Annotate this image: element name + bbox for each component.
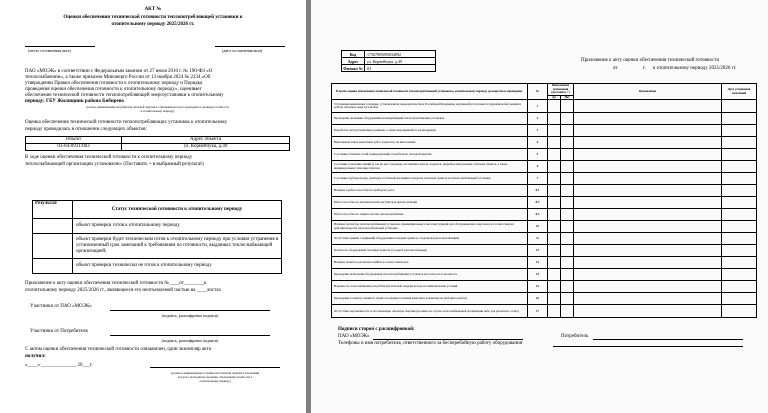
- requirement-no-cell[interactable]: [561, 245, 574, 257]
- place-line: [25, 46, 95, 47]
- requirement-num: 14: [528, 269, 548, 281]
- requirement-notes-cell[interactable]: [574, 269, 722, 281]
- requirements-header: В целях оценки обеспечения технической готовности теплопотребляющей установки к отопительному периоду должны быть проверены:: [332, 84, 528, 100]
- requirement-deadline-cell[interactable]: [722, 257, 757, 269]
- requirement-notes-cell[interactable]: [574, 149, 722, 161]
- requirement-row: [332, 221, 757, 233]
- requirement-no-cell[interactable]: [561, 100, 574, 113]
- requirements-body: [332, 100, 757, 318]
- requirement-row: [332, 233, 757, 245]
- date-blank: «____» ______________ 20___г.: [25, 363, 93, 368]
- requirement-no-cell[interactable]: [561, 233, 574, 245]
- requirement-yes-cell[interactable]: [548, 269, 561, 281]
- requirement-no-cell[interactable]: [561, 173, 574, 185]
- intro-line: проведения оценки обеспечения готовности к отопительному периоду», оценивает: [25, 87, 202, 92]
- requirement-text: Плотность оборудования тепловых пунктов (сосуды Р и испытательные): [332, 245, 528, 257]
- intro-line: ПАО «МОЭК» в соответствии с Федеральным законом от 27 июля 2010 г. № 190-ФЗ «О: [25, 69, 213, 74]
- requirement-num: 17: [528, 305, 548, 318]
- date-label: (дата составления акта): [222, 48, 263, 53]
- requirement-text: Проведение промывки оборудования и коммуникаций теплопотребляющих установок: [332, 113, 528, 125]
- consumer-name: периоду: ГБУ Жилищник района Бибирево: [25, 99, 124, 104]
- requirement-row: [332, 173, 757, 185]
- requirement-row: [332, 245, 757, 257]
- signature-note: (подпись, расшифровка подписи): [161, 313, 219, 318]
- requirement-row: [332, 161, 757, 173]
- intro-text: [25, 69, 290, 105]
- requirement-deadline-cell[interactable]: [722, 281, 757, 293]
- requirement-notes-cell[interactable]: [574, 197, 722, 209]
- requirement-deadline-cell[interactable]: [722, 137, 757, 149]
- requirement-yes-cell[interactable]: [548, 221, 561, 233]
- signature-note: (подпись, расшифровка подписи): [161, 338, 219, 343]
- requirement-notes-cell[interactable]: [574, 233, 722, 245]
- requirement-no-cell[interactable]: [561, 197, 574, 209]
- requirement-num: 11: [528, 233, 548, 245]
- requirement-notes-cell[interactable]: [574, 161, 722, 173]
- requirement-notes-cell[interactable]: [574, 100, 722, 113]
- info-table: [341, 50, 436, 72]
- course-line: В ходе оценки обеспечения технической готовности к отопительному периоду: [25, 155, 193, 160]
- requirement-row: [332, 113, 757, 125]
- requirement-text: Состояние трубопроводов, арматуры и тепловой изоляции в пределах тепловых пунктов и теплопотребляющей установки: [332, 173, 528, 185]
- requirement-yes-cell[interactable]: [548, 185, 561, 197]
- requirement-row: [332, 305, 757, 318]
- requirement-num: 10: [528, 221, 548, 233]
- requirement-row: [332, 197, 757, 209]
- requirement-num: 8.2: [528, 197, 548, 209]
- requirement-yes-cell[interactable]: [548, 137, 561, 149]
- branch-label: Филиал №: [343, 65, 363, 71]
- result-checkbox[interactable]: [33, 234, 73, 259]
- sig-moek-line[interactable]: [373, 339, 523, 340]
- phone-line-label: Телефоны и имя потребителя, ответственного за бесперебойную работу оборудования: [338, 341, 523, 346]
- requirement-row: [332, 281, 757, 293]
- requirement-deadline-cell[interactable]: [722, 293, 757, 305]
- intro-line: утверждении Правил обеспечения готовности к отопительному периоду и Порядка: [25, 81, 203, 86]
- address-label: Адрес: [342, 58, 365, 65]
- requirement-yes-cell[interactable]: [548, 257, 561, 269]
- requirement-row: [332, 293, 757, 305]
- requirement-row: [332, 185, 757, 197]
- requirement-no-cell[interactable]: [561, 149, 574, 161]
- objects-header-object: Объект: [26, 137, 122, 144]
- footer-note: которого проводилась проверка обеспечения готовности к: [177, 375, 253, 379]
- deadline-header: Дата устранения замечаний: [722, 84, 757, 100]
- result-checkbox[interactable]: [33, 259, 73, 274]
- signatures-title: Подписи сторон с расшифровкой:: [338, 327, 415, 332]
- requirement-no-cell[interactable]: [561, 293, 574, 305]
- requirement-no-cell[interactable]: [561, 185, 574, 197]
- familiar-line: С актом оценки обеспечения технической готовности ознакомлен, один экземпляр акта: [25, 347, 211, 352]
- requirement-notes-cell[interactable]: [574, 209, 722, 221]
- requirement-text: Работоспособность защиты систем теплопотребления: [332, 209, 528, 221]
- requirement-deadline-cell[interactable]: [722, 221, 757, 233]
- place-label: (место составления акта): [28, 48, 71, 53]
- requirement-num: 1: [528, 100, 548, 113]
- requirement-deadline-cell[interactable]: [722, 305, 757, 318]
- requirement-deadline-cell[interactable]: [722, 100, 757, 113]
- requirement-text: Состояние утепления зданий (а так же мест чердаков, лестничных клеток, подвалов, дверей) и центральных тепловых пунктов, а также индивидуальных тепловых пунктов: [332, 161, 528, 173]
- requirement-yes-cell[interactable]: [548, 125, 561, 137]
- requirement-no-cell[interactable]: [561, 125, 574, 137]
- requirement-no-cell[interactable]: [561, 161, 574, 173]
- phone-line[interactable]: [553, 346, 743, 347]
- appendix-heading: Приложение к акту оценки обеспечения технической готовности: [581, 58, 720, 63]
- requirement-no-cell[interactable]: [561, 305, 574, 318]
- consumer-note: (полное наименование потребителя тепловой энергии в отношении которого проводилась проверка готовности: [86, 105, 229, 109]
- heading-period: к отопительному периоду 2025/2026 гг.: [653, 66, 737, 71]
- footer-note: (должное наименование потребителя тепловой энергии в отношении: [170, 371, 260, 375]
- object-address: ул. Корнейчука, д.49: [122, 144, 290, 151]
- requirement-notes-cell[interactable]: [574, 185, 722, 197]
- result-option-ready: объект проверки готов к отопительному периоду: [73, 219, 282, 234]
- signature-line[interactable]: [150, 367, 280, 368]
- act-subtitle-period: отопительному периоду 2025/2026 гг.: [111, 22, 195, 27]
- requirement-row: [332, 125, 757, 137]
- requirement-row: [332, 100, 757, 113]
- requirement-yes-cell[interactable]: [548, 161, 561, 173]
- requirement-no-cell[interactable]: [561, 257, 574, 269]
- result-table: [32, 200, 282, 274]
- consumer-note: к отопительному периоду): [140, 109, 175, 113]
- requirement-deadline-cell[interactable]: [722, 245, 757, 257]
- yes-header: Да: [548, 95, 561, 100]
- kod-value: 17567895095834092: [365, 51, 436, 58]
- num-header: №: [528, 84, 548, 100]
- requirement-deadline-cell[interactable]: [722, 209, 757, 221]
- requirement-no-cell[interactable]: [561, 221, 574, 233]
- requirement-text: Состояние тепловых сетей, принадлежащих потребителю тепловой энергии: [332, 149, 528, 161]
- requirement-yes-cell[interactable]: [548, 305, 561, 318]
- requirement-text: Работоспособность автоматических регуляторов при их наличии: [332, 197, 528, 209]
- requirement-yes-cell[interactable]: [548, 281, 561, 293]
- requirement-yes-cell[interactable]: [548, 113, 561, 125]
- sig-consumer-label: Потребитель: [561, 334, 589, 339]
- requirement-notes-cell[interactable]: [574, 245, 722, 257]
- object-code: 03-04-0931/003: [26, 144, 122, 151]
- address-value: ул. Корнейчука, д.49: [365, 58, 436, 65]
- objects-header-address: Адрес объекта: [122, 137, 290, 144]
- result-option-not-ready: объект проверки технически не готов к отопительному периоду: [73, 259, 282, 274]
- intro-line: обеспечение технической готовности теплопотребляющей энергоустановки к отопительному: [25, 93, 224, 98]
- date-line: [215, 46, 285, 47]
- requirement-deadline-cell[interactable]: [722, 161, 757, 173]
- status-header: Статус технической готовности к отопительному периоду: [73, 201, 282, 219]
- requirement-row: [332, 209, 757, 221]
- requirement-deadline-cell[interactable]: [722, 197, 757, 209]
- requirement-deadline-cell[interactable]: [722, 125, 757, 137]
- requirement-notes-cell[interactable]: [574, 113, 722, 125]
- heading-year-g: г.: [643, 66, 646, 71]
- act-subtitle: Оценки обеспечения технической готовности теплопотребляющей установки к: [63, 15, 243, 20]
- requirement-yes-cell[interactable]: [548, 293, 561, 305]
- requirement-notes-cell[interactable]: [574, 173, 722, 185]
- requirement-text: Надежность теплоснабжения потребителей тепловой энергии исходя из климатических условий: [332, 281, 528, 293]
- requirement-row: [332, 137, 757, 149]
- kod-label: Код: [342, 51, 365, 58]
- signature-line[interactable]: [110, 335, 270, 336]
- requirement-num: 8.1: [528, 185, 548, 197]
- footer-note: отопительному периоду): [199, 379, 231, 383]
- appendix-line: Приложение к акту оценки обеспечения технической готовности №____от________к: [25, 281, 207, 286]
- requirement-num: 3: [528, 125, 548, 137]
- requirement-row: [332, 149, 757, 161]
- requirement-text: Устранение выявленных в порядке, установленном законодательством Российской Федерации, нарушений в тепловых и гидравлических режимах работы тепловых энергоустановок: [332, 100, 528, 113]
- requirement-num: 13: [528, 257, 548, 269]
- requirement-text: Выполнение плана ремонтных работ и качество их выполнения: [332, 137, 528, 149]
- requirements-table: [331, 83, 757, 318]
- familiar-line: получил:: [25, 354, 46, 359]
- appendix-line: отопительному периоду 2025/2026 гг., являющееся его неотъемлемой частью на ____листах: [25, 288, 222, 293]
- requirement-deadline-cell[interactable]: [722, 269, 757, 281]
- requirement-num: 15: [528, 281, 548, 293]
- requirement-yes-cell[interactable]: [548, 197, 561, 209]
- requirement-notes-cell[interactable]: [574, 221, 722, 233]
- assessment-line: Оценка обеспечения технической готовности теплопотребляющих установок к отопительному: [25, 120, 228, 125]
- requirement-notes-cell[interactable]: [574, 257, 722, 269]
- requirement-text: Отсутствие прямых соединений оборудования тепловых пунктов с водопроводом и канализацией: [332, 233, 528, 245]
- requirement-row: [332, 269, 757, 281]
- requirement-num: 5: [528, 149, 548, 161]
- requirement-text: Проведение испытания оборудования теплопотребляющих установок на плотность и прочность: [332, 269, 528, 281]
- requirement-text: Разработка эксплуатационных режимов, а также мероприятий по их внедрению: [332, 125, 528, 137]
- requirement-yes-cell[interactable]: [548, 149, 561, 161]
- requirement-text: Проведение за вписку смежного пункта на предмет наличия комплекта и комплексов тепловых пунктов: [332, 293, 528, 305]
- requirement-yes-cell[interactable]: [548, 233, 561, 245]
- requirement-deadline-cell[interactable]: [722, 173, 757, 185]
- requirement-notes-cell[interactable]: [574, 137, 722, 149]
- result-checkbox[interactable]: [33, 219, 73, 234]
- intro-line: теплоснабжении», а также приказом Минэнерго России от 13 ноября 2024 № 2234 «Об: [25, 75, 211, 80]
- requirement-deadline-cell[interactable]: [722, 233, 757, 245]
- requirement-deadline-cell[interactable]: [722, 113, 757, 125]
- requirement-notes-cell[interactable]: [574, 293, 722, 305]
- done-header: Выполнение требования (поставить +): [548, 84, 574, 96]
- sig-consumer-line[interactable]: [593, 339, 743, 340]
- requirement-no-cell[interactable]: [561, 137, 574, 149]
- requirement-num: 4: [528, 137, 548, 149]
- participant-consumer: Участники от Потребителя: [30, 329, 88, 334]
- participant-moek: Участники от ПАО «МОЭК»: [30, 304, 92, 309]
- requirement-no-cell[interactable]: [561, 209, 574, 221]
- notes-header: Примечание: [574, 84, 722, 100]
- requirement-text: Наличие паспортов теплопотребляющих установок, принципиальных схем и инструкций для обслуживающего персонала и соответствие их действительности теплопотребляющей установке: [332, 221, 528, 233]
- requirement-no-cell[interactable]: [561, 113, 574, 125]
- branch-value: 03: [365, 65, 436, 72]
- act-page: [0, 0, 306, 413]
- heading-from: от: [613, 66, 618, 71]
- sig-moek-label: ПАО «МОЭК»: [338, 334, 370, 339]
- result-header: Результат: [33, 201, 73, 219]
- requirement-deadline-cell[interactable]: [722, 149, 757, 161]
- requirement-text: Отсутствие задолженности за поставленную тепловую энергию (не имеет на случае теплоснабжающей организации либо для расчетного этапа): [332, 305, 528, 318]
- requirement-text: Наличие и работоспособность приборов учета;: [332, 185, 528, 197]
- requirement-no-cell[interactable]: [561, 281, 574, 293]
- requirement-num: 6: [528, 161, 548, 173]
- requirement-yes-cell[interactable]: [548, 173, 561, 185]
- requirement-num: 8.3: [528, 209, 548, 221]
- requirement-notes-cell[interactable]: [574, 125, 722, 137]
- requirement-yes-cell[interactable]: [548, 245, 561, 257]
- requirement-notes-cell[interactable]: [574, 305, 722, 318]
- requirement-yes-cell[interactable]: [548, 209, 561, 221]
- requirement-no-cell[interactable]: [561, 269, 574, 281]
- requirement-text: Наличие пломб на расчетных шайбах и соплах элеваторов: [332, 257, 528, 269]
- requirement-num: 16: [528, 293, 548, 305]
- signature-line[interactable]: [110, 310, 270, 311]
- requirement-deadline-cell[interactable]: [722, 185, 757, 197]
- appendix-page: [311, 0, 768, 413]
- requirement-notes-cell[interactable]: [574, 281, 722, 293]
- requirement-yes-cell[interactable]: [548, 100, 561, 113]
- requirement-num: 2: [528, 113, 548, 125]
- requirement-num: 12: [528, 245, 548, 257]
- result-option-conditional: объект проверки будет техническим готов к отопительному периоду при условии устранения в установленный срок замечаний к требованиям по готовности, выданных теплоснабжающей организацией;: [73, 234, 282, 259]
- objects-table: [25, 136, 290, 151]
- course-line: теплоснабжающей организации установлено: (Поставить + в выбранный результат): [25, 162, 204, 167]
- assessment-line: периоду проводилась в отношении следующих объектов:: [25, 127, 147, 132]
- requirement-row: [332, 257, 757, 269]
- no-header: Нет: [561, 95, 574, 100]
- act-title: АКТ №: [144, 7, 162, 12]
- requirement-num: 7: [528, 173, 548, 185]
